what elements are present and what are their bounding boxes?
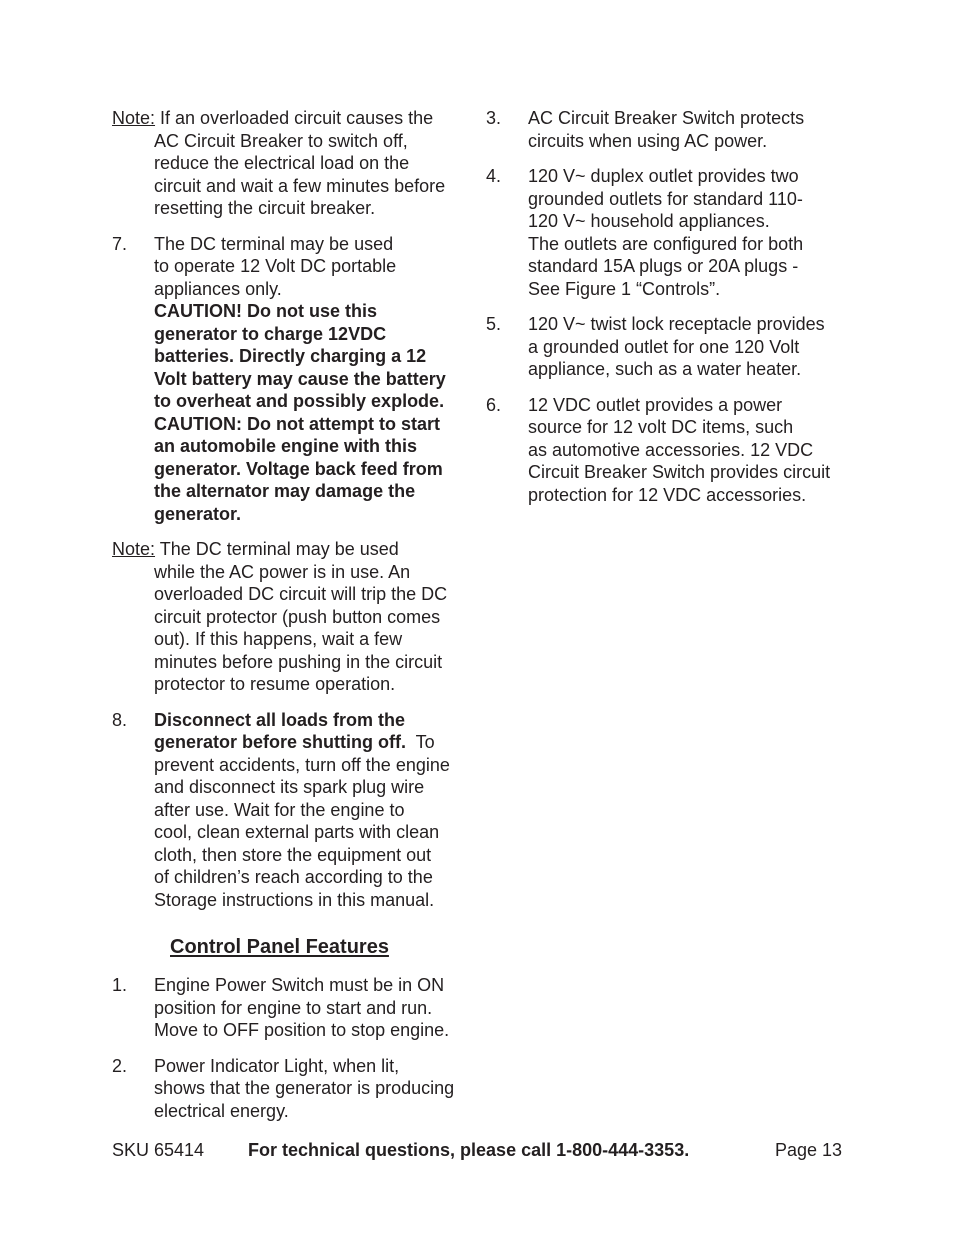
item-line: electrical energy. [154,1100,289,1121]
item-line: cloth, then store the equipment out [154,844,432,865]
item-line-mixed [154,731,472,754]
note-dc-terminal [112,538,472,696]
item-line: 120 V~ household appliances. [528,211,770,231]
note-line: out). If this happens, wait a few [154,629,403,649]
item-line: after use. Wait for the engine to [154,799,405,820]
left-column [112,107,472,924]
item-line: The outlets are configured for both [528,233,804,254]
caution-line: generator. Voltage back feed from [154,458,443,479]
list-item-7 [112,233,472,526]
item-line: 120 V~ twist lock receptacle provides [528,314,825,334]
note-line: minutes before pushing in the circuit [154,651,443,672]
item-line: The DC terminal may be used [154,233,394,254]
item-number: 4. [486,166,502,186]
note-line: reduce the electrical load on the [154,153,410,173]
item-number: 5. [486,314,502,334]
bold-line: Disconnect all loads from the [154,709,406,730]
bold-text: generator before shutting off. [154,732,406,752]
item-line: AC Circuit Breaker Switch protects [528,108,805,128]
list-item-1 [112,974,472,1042]
item-text: To [406,732,435,752]
note-lead-line [112,107,472,130]
item-number: 6. [486,394,502,415]
caution-line: generator. [154,503,242,524]
caution-line: to overheat and possibly explode. [154,391,445,411]
item-line: appliance, such as a water heater. [528,359,802,379]
item-line: of children’s reach according to the [154,867,433,887]
item-line: as automotive accessories. 12 VDC [528,439,814,460]
item-line: and disconnect its spark plug wire [154,777,425,797]
page-number: Page 13 [774,1140,842,1160]
note-line: while the AC power is in use. An [154,561,411,582]
list-item-2 [112,1055,472,1123]
item-line: cool, clean external parts with clean [154,822,440,842]
note-line: AC Circuit Breaker to switch off, [154,130,408,151]
list-item-5 [486,313,848,381]
item-line: 12 VDC outlet provides a power [528,394,783,415]
item-number: 7. [112,233,128,254]
item-line: Power Indicator Light, when lit, [154,1055,400,1076]
right-column [486,107,848,519]
item-line: 120 V~ duplex outlet provides two [528,166,799,186]
item-line: position for engine to start and run. [154,997,433,1018]
list-item-6 [486,394,848,507]
support-phone-line: For technical questions, please call 1-800-444-3353. [248,1140,690,1160]
note-lead-text: The DC terminal may be used [155,539,399,559]
note-label: Note: [112,539,156,559]
sku-number: SKU 65414 [112,1140,205,1160]
caution-line: an automobile engine with this [154,436,418,456]
note-line: protector to resume operation. [154,674,396,694]
item-line: Storage instructions in this manual. [154,889,435,910]
list-item-8 [112,709,472,912]
section-heading: Control Panel Features [170,936,389,958]
page-footer [112,1139,842,1163]
item-line: Circuit Breaker Switch provides circuit [528,462,831,482]
item-line: circuits when using AC power. [528,130,768,151]
note-line: circuit protector (push button comes [154,606,441,627]
item-line: appliances only. [154,278,282,299]
note-line: circuit and wait a few minutes before [154,175,446,196]
note-lead-line [112,538,472,561]
item-line: protection for 12 VDC accessories. [528,484,807,505]
item-number: 3. [486,108,502,128]
item-line: Engine Power Switch must be in ON [154,975,445,995]
item-line: a grounded outlet for one 120 Volt [528,336,800,357]
item-number: 2. [112,1055,128,1076]
caution-line: the alternator may damage the [154,481,416,501]
item-number: 8. [112,709,128,730]
list-item-3 [486,107,848,152]
list-item-4 [486,165,848,300]
control-panel-list [112,974,472,1135]
caution-line: generator to charge 12VDC [154,323,387,344]
note-label: Note: [112,108,156,128]
item-line: standard 15A plugs or 20A plugs - [528,256,799,276]
note-line: overloaded DC circuit will trip the DC [154,584,448,604]
note-lead-text: If an overloaded circuit causes the [155,108,434,128]
note-overload-ac [112,107,472,220]
note-line: resetting the circuit breaker. [154,198,376,218]
caution-line: Volt battery may cause the battery [154,368,446,389]
item-line: Move to OFF position to stop engine. [154,1020,450,1040]
item-line: to operate 12 Volt DC portable [154,256,397,276]
caution-line: batteries. Directly charging a 12 [154,346,427,366]
item-line: prevent accidents, turn off the engine [154,754,450,775]
item-line: See Figure 1 “Controls”. [528,278,721,299]
item-number: 1. [112,975,128,995]
item-line: shows that the generator is producing [154,1078,455,1098]
item-line: source for 12 volt DC items, such [528,417,794,437]
caution-line: CAUTION: Do not attempt to start [154,413,440,434]
item-line: grounded outlets for standard 110- [528,188,803,209]
caution-line: CAUTION! Do not use this [154,301,377,321]
